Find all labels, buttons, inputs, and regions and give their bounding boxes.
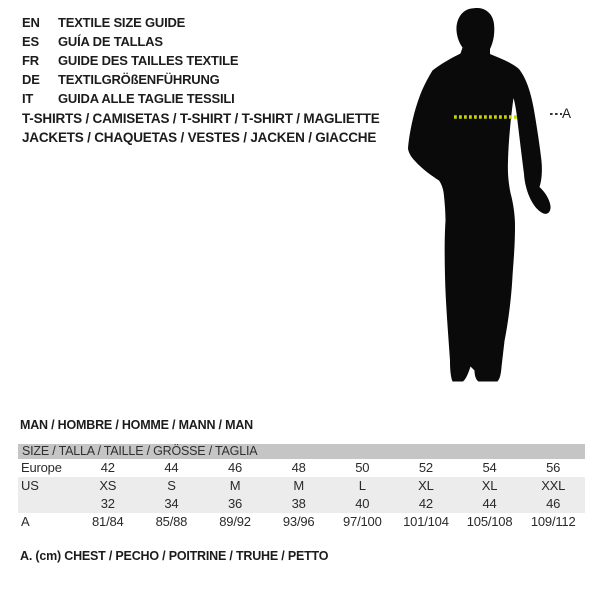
size-cell: 34	[164, 496, 179, 511]
size-cell: 44	[482, 496, 497, 511]
size-cell: 81/84	[92, 514, 124, 529]
language-row-en	[22, 13, 238, 32]
language-row-fr	[22, 51, 238, 70]
size-cell: XXL	[541, 478, 566, 493]
size-table-row-europe	[18, 459, 585, 477]
language-title: TEXTILE SIZE GUIDE	[58, 15, 186, 30]
size-cell: 52	[418, 460, 433, 475]
language-row-it	[22, 89, 238, 108]
language-list	[22, 13, 238, 108]
measurement-footnote: A. (cm) CHEST / PECHO / POITRINE / TRUHE / PETTO	[20, 549, 329, 563]
language-code: EN	[22, 15, 40, 30]
size-cell: 93/96	[282, 514, 315, 529]
size-cell: 42	[418, 496, 433, 511]
size-cell: 42	[100, 460, 115, 475]
garment-line-jackets: JACKETS / CHAQUETAS / VESTES / JACKEN / GIACCHE	[22, 130, 377, 145]
size-cell: S	[167, 478, 176, 493]
size-cell: 54	[482, 460, 497, 475]
size-cell: XL	[481, 478, 498, 493]
table-section-title: MAN / HOMBRE / HOMME / MANN / MAN	[20, 418, 253, 432]
size-cell: 109/112	[530, 514, 576, 529]
language-title: TEXTILGRÖßENFÜHRUNG	[58, 72, 220, 87]
size-cell: 97/100	[343, 514, 382, 529]
language-code: ES	[22, 34, 39, 49]
chest-marker-label: A	[562, 106, 572, 121]
size-cell: 56	[546, 460, 561, 475]
size-cell: 50	[355, 460, 370, 475]
size-cell: 85/88	[155, 514, 188, 529]
size-cell: 46	[228, 460, 243, 475]
size-table	[18, 444, 585, 531]
size-cell: 36	[228, 496, 243, 511]
size-table-row-us	[18, 477, 585, 495]
language-title: GUIDA ALLE TAGLIE TESSILI	[58, 91, 235, 106]
size-cell: 48	[291, 460, 306, 475]
size-cell: 89/92	[219, 514, 251, 529]
size-cell: XL	[418, 478, 434, 493]
size-cell: 101/104	[403, 514, 449, 529]
size-cell: 32	[100, 496, 115, 511]
language-code: DE	[22, 72, 40, 87]
size-cell: 38	[291, 496, 306, 511]
size-cell: XS	[99, 478, 117, 493]
garment-types	[22, 109, 380, 147]
size-cell: M	[293, 478, 304, 493]
size-row-label: Europe	[21, 460, 62, 475]
size-cell: 105/108	[466, 514, 513, 529]
size-cell: L	[358, 478, 366, 493]
size-cell: 44	[164, 460, 179, 475]
man-silhouette-shape	[408, 8, 551, 382]
language-row-de	[22, 70, 238, 89]
man-silhouette	[400, 0, 580, 395]
language-code: IT	[22, 91, 34, 106]
size-row-label: A	[21, 514, 30, 529]
size-table-header: SIZE / TALLA / TAILLE / GRÖSSE / TAGLIA	[18, 444, 585, 459]
size-cell: 40	[355, 496, 370, 511]
garment-line-tshirts: T-SHIRTS / CAMISETAS / T-SHIRT / T-SHIRT / MAGLIETTE	[22, 111, 380, 126]
size-table-row-us-numeric	[18, 495, 585, 513]
language-code: FR	[22, 53, 39, 68]
size-table-row-chest	[18, 513, 585, 531]
language-title: GUÍA DE TALLAS	[58, 34, 163, 49]
language-row-es	[22, 32, 238, 51]
size-cell: 46	[546, 496, 561, 511]
size-row-label: US	[21, 478, 39, 493]
language-title: GUIDE DES TAILLES TEXTILE	[58, 53, 239, 68]
size-cell: M	[229, 478, 241, 493]
